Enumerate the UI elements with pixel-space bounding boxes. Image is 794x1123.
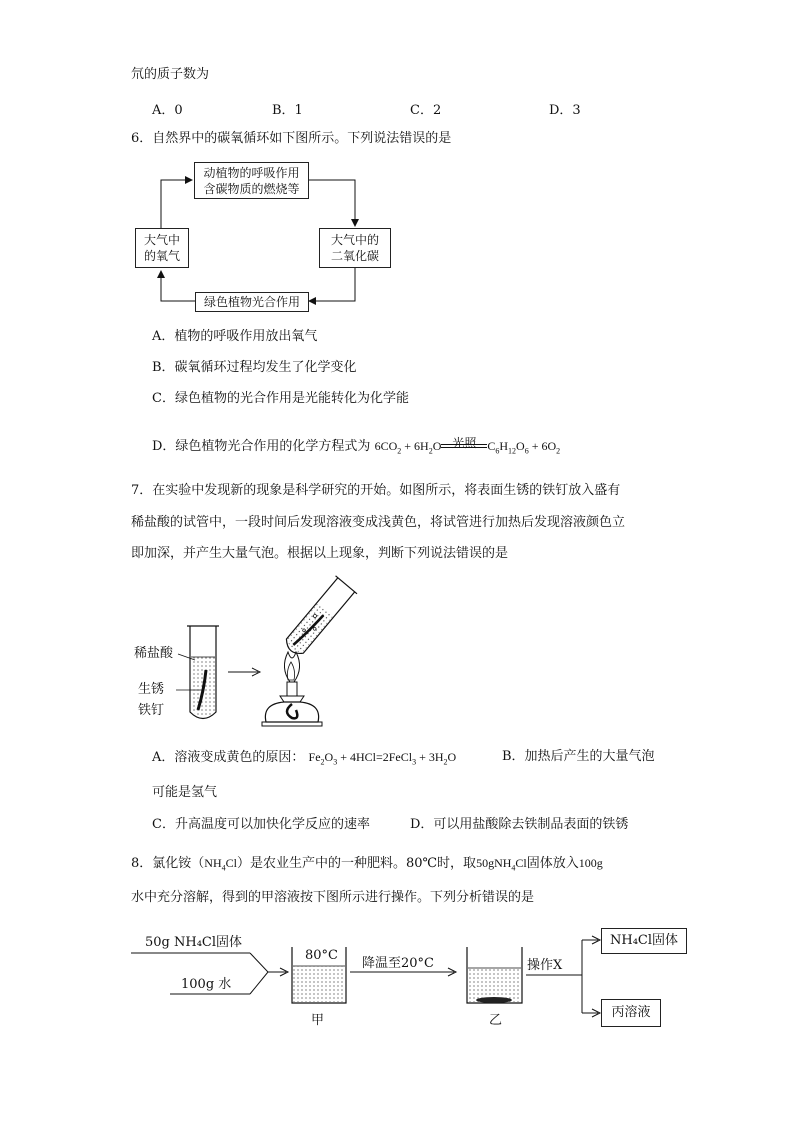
beaker-jia-temp: 80°C xyxy=(305,948,338,963)
output-nh4cl-solid-label: NH₄Cl固体 xyxy=(609,933,679,948)
step-cool-label: 降温至20°C xyxy=(362,956,434,971)
q8-line1-part-d: 100g xyxy=(578,856,603,870)
q6-stem: 6．自然界中的碳氧循环如下图所示。下列说法错误的是 xyxy=(131,131,452,146)
box-right-line2: 二氧化碳 xyxy=(330,249,379,263)
box-top-line1: 动植物的呼吸作用 xyxy=(203,166,300,180)
nh4cl-formula: $NH_4Cl$ xyxy=(204,856,237,873)
q7-stem-line3: 即加深，并产生大量气泡。根据以上现象，判断下列说法错误的是 xyxy=(131,546,509,561)
box-top-line2: 含碳物质的燃烧等 xyxy=(203,182,300,196)
box-bottom-label: 绿色植物光合作用 xyxy=(203,295,300,309)
q8-line1-part-a: 8．氯化铵（ xyxy=(131,856,205,871)
q5-option-c: C．2 xyxy=(410,103,442,118)
box-left-line1: 大气中 xyxy=(143,233,180,247)
label-rusty-1: 生锈 xyxy=(138,682,165,697)
output-nh4cl-solid-box xyxy=(601,928,687,954)
q6-option-b: B．碳氧循环过程均发生了化学变化 xyxy=(152,360,357,375)
q6-option-a: A．植物的呼吸作用放出氧气 xyxy=(152,329,318,344)
box-right-line1: 大气中的 xyxy=(330,233,379,247)
q6-option-c: C．绿色植物的光合作用是光能转化为化学能 xyxy=(152,391,409,406)
q5-option-b: B．1 xyxy=(272,103,303,118)
q7-option-a-text: A．溶液变成黄色的原因： xyxy=(152,750,305,765)
q7-stem-line1: 7．在实验中发现新的现象是科学研究的开始。如图所示，将表面生锈的铁钉放入盛有 xyxy=(131,483,621,498)
q7-option-d: D．可以用盐酸除去铁制品表面的铁锈 xyxy=(410,817,629,832)
q7-stem-line2: 稀盐酸的试管中，一段时间后发现溶液变成浅黄色，将试管进行加热后发现溶液颜色立 xyxy=(131,515,626,530)
label-rusty-2: 铁钉 xyxy=(138,703,165,718)
q5-stem-tail: 氘的质子数为 xyxy=(131,67,210,82)
q8-line1-part-c: 固体放入 xyxy=(526,856,579,871)
q7-option-b-line1: B．加热后产生的大量气泡 xyxy=(502,749,655,764)
q8-stem-line2: 水中充分溶解，得到的甲溶液按下图所示进行操作。下列分析错误的是 xyxy=(131,890,535,905)
label-dilute-hcl: 稀盐酸 xyxy=(134,646,174,661)
rust-hcl-equation: $Fe_2O_3$ + 4HCl=2FeCl$_3$ + $3H_2O$ xyxy=(308,750,457,767)
input-nh4cl-solid: 50g NH₄Cl固体 xyxy=(145,935,243,950)
equation-condition-label: 光照 xyxy=(452,436,477,450)
label-yi: 乙 xyxy=(489,1013,503,1028)
photosynthesis-equation: $6CO_2 + 6H_2O$ 光照 $C_6H_{12}O_6 + 6O_2$ xyxy=(374,436,561,456)
output-bing-solution-box xyxy=(601,999,661,1027)
operation-x-label: 操作X xyxy=(527,958,563,973)
q5-option-d: D．3 xyxy=(549,103,581,118)
input-water: 100g 水 xyxy=(181,977,232,992)
nh4cl-mass: 50gNH$_4$Cl xyxy=(476,856,527,873)
output-bing-solution-label: 丙溶液 xyxy=(611,1005,651,1020)
q7-option-b-line2: 可能是氢气 xyxy=(152,785,218,800)
box-left-line2: 的氧气 xyxy=(143,249,180,263)
q6-option-d-text: D．绿色植物光合作用的化学方程式为 xyxy=(152,439,371,454)
q5-option-a: A．0 xyxy=(152,103,183,118)
label-jia: 甲 xyxy=(311,1013,325,1028)
q8-line1-part-b: ）是农业生产中的一种肥料。80℃时，取 xyxy=(236,856,477,871)
q7-option-c: C．升高温度可以加快化学反应的速率 xyxy=(152,817,370,832)
